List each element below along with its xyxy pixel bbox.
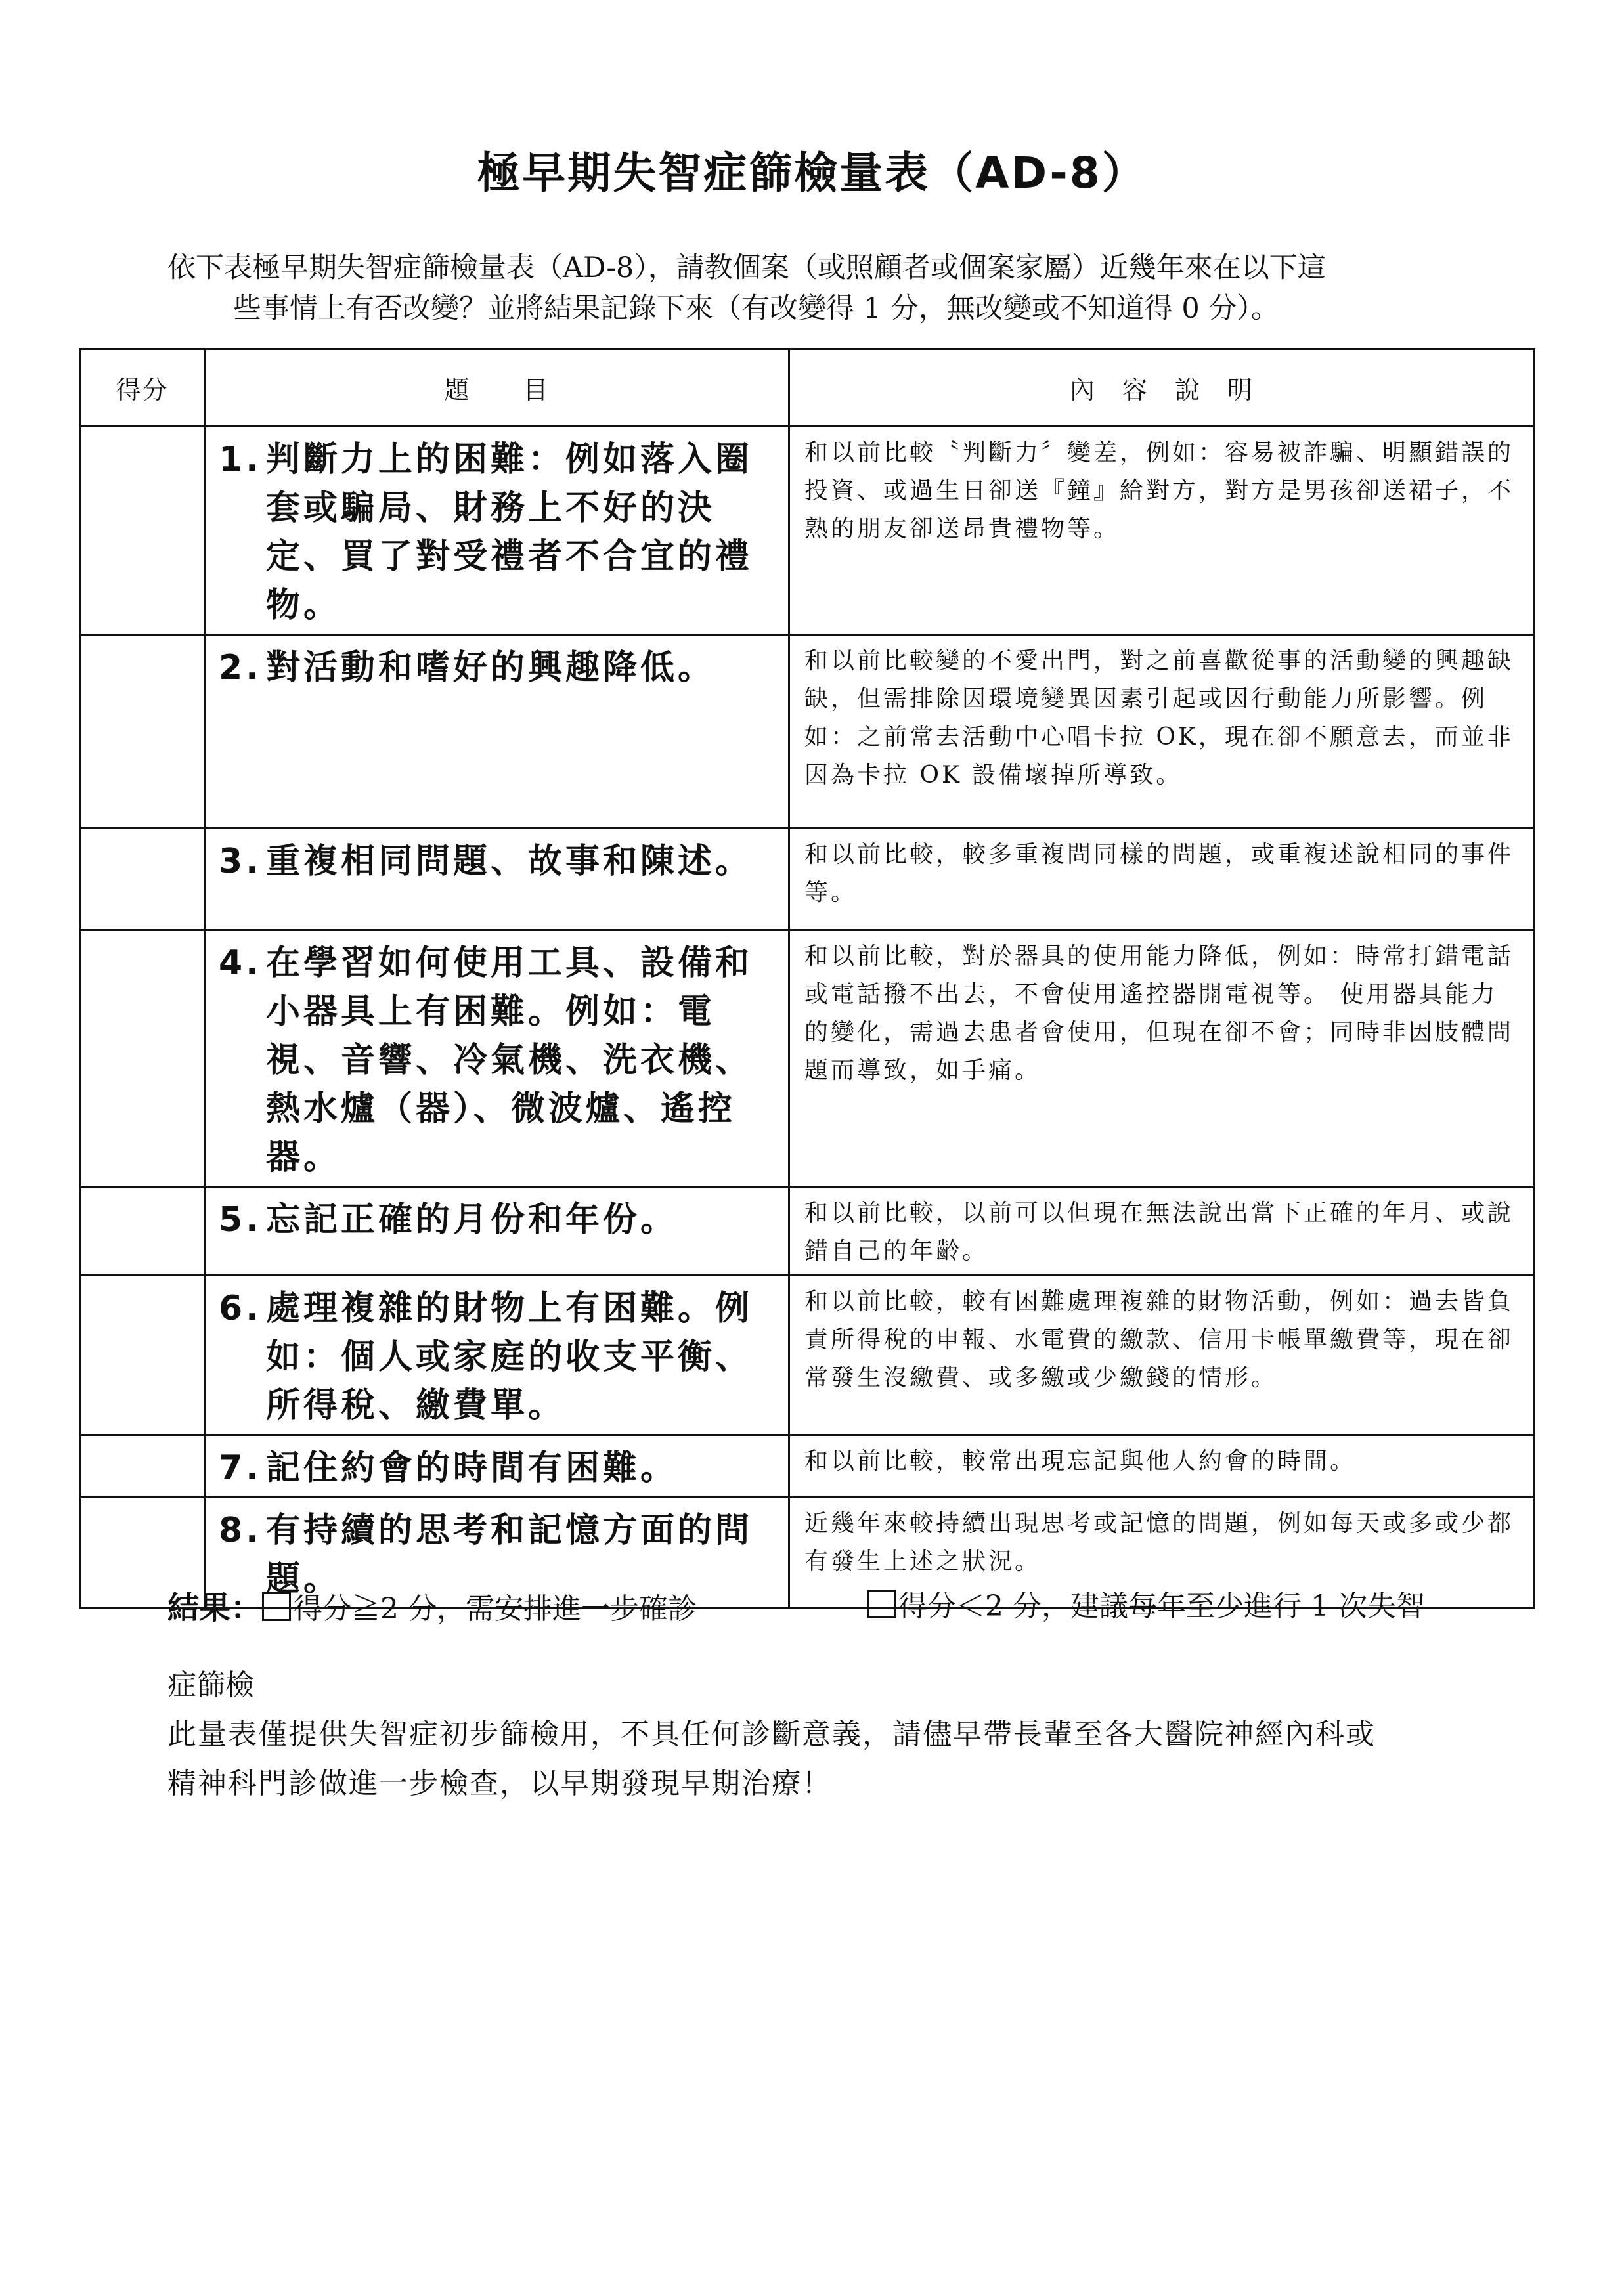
item-number: 2. [219, 648, 262, 687]
topic-cell [205, 1276, 789, 1435]
option-score-low-continued: 症篩檢 [167, 1668, 254, 1702]
desc-cell: 和以前比較變的不愛出門，對之前喜歡從事的活動變的興趣缺缺，但需排除因環境變異因素引起或因行動能力所影響。例如：之前常去活動中心唱卡拉 OK，現在卻不願意去，而並非因為卡拉 OK 設備壞掉所導致。 [789, 635, 1535, 829]
checkbox-score-low[interactable] [867, 1590, 896, 1618]
table-row [80, 829, 1535, 930]
item-topic: 記住約會的時間有困難。 [266, 1448, 678, 1488]
checkbox-score-high[interactable] [262, 1592, 291, 1621]
table-row [80, 1435, 1535, 1498]
note-line-1: 此量表僅提供失智症初步篩檢用，不具任何診斷意義，請儘早帶長輩至各大醫院神經內科或 [167, 1718, 1376, 1751]
item-number: 3. [219, 842, 262, 881]
item-number: 6. [219, 1289, 262, 1328]
item-topic: 在學習如何使用工具、設備和小器具上有困難。例如：電視、音響、冷氣機、洗衣機、熱水爐（器）、微波爐、遙控器。 [266, 943, 753, 1177]
score-cell[interactable] [80, 829, 205, 930]
header-topic: 題 目 [205, 349, 789, 427]
topic-cell [205, 1187, 789, 1276]
option-low-line [867, 1582, 1425, 1624]
table-row [80, 635, 1535, 829]
score-cell[interactable] [80, 1435, 205, 1498]
page-title: 極早期失智症篩檢量表（AD-8） [477, 148, 1147, 198]
option-score-low: 得分＜2 分，建議每年至少進行 1 次失智 [898, 1590, 1425, 1623]
table-row [80, 930, 1535, 1187]
score-cell[interactable] [80, 1276, 205, 1435]
table-header-row [80, 349, 1535, 427]
results-line [167, 1582, 697, 1628]
item-topic: 重複相同問題、故事和陳述。 [266, 842, 753, 881]
score-cell[interactable] [80, 930, 205, 1187]
desc-cell: 和以前比較，以前可以但現在無法說出當下正確的年月、或說錯自己的年齡。 [789, 1187, 1535, 1276]
item-number: 1. [219, 440, 262, 479]
header-score: 得分 [80, 349, 205, 427]
desc-cell: 近幾年來較持續出現思考或記憶的問題，例如每天或多或少都有發生上述之狀況。 [789, 1498, 1535, 1609]
results-label: 結果： [167, 1590, 263, 1626]
item-topic: 處理複雜的財物上有困難。例如：個人或家庭的收支平衡、所得稅、繳費單。 [266, 1289, 753, 1425]
desc-cell: 和以前比較，較多重複問同樣的問題，或重複述說相同的事件等。 [789, 829, 1535, 930]
topic-cell [205, 635, 789, 829]
item-topic: 忘記正確的月份和年份。 [266, 1200, 678, 1240]
ad8-table [79, 348, 1535, 1609]
topic-cell [205, 829, 789, 930]
item-number: 5. [219, 1200, 262, 1240]
score-cell[interactable] [80, 1187, 205, 1276]
note-line-2: 精神科門診做進一步檢查，以早期發現早期治療！ [167, 1767, 832, 1800]
table-row [80, 427, 1535, 635]
desc-cell: 和以前比較〝判斷力〞變差，例如：容易被詐騙、明顯錯誤的投資、或過生日卻送『鐘』給對方，對方是男孩卻送裙子，不熟的朋友卻送昂貴禮物等。 [789, 427, 1535, 635]
header-desc: 內 容 說 明 [789, 349, 1535, 427]
topic-cell [205, 427, 789, 635]
table-row [80, 1187, 1535, 1276]
desc-cell: 和以前比較，較有困難處理複雜的財物活動，例如：過去皆負責所得稅的申報、水電費的繳款、信用卡帳單繳費等，現在卻常發生沒繳費、或多繳或少繳錢的情形。 [789, 1276, 1535, 1435]
item-topic: 對活動和嗜好的興趣降低。 [266, 648, 716, 687]
score-cell[interactable] [80, 635, 205, 829]
intro-line-1: 依下表極早期失智症篩檢量表（AD-8），請教個案（或照顧者或個案家屬）近幾年來在以下這 [167, 251, 1326, 284]
topic-cell [205, 1435, 789, 1498]
item-number: 4. [219, 943, 262, 983]
item-topic: 有持續的思考和記憶方面的問題。 [266, 1511, 753, 1599]
desc-cell: 和以前比較，較常出現忘記與他人約會的時間。 [789, 1435, 1535, 1498]
table-row [80, 1276, 1535, 1435]
score-cell[interactable] [80, 427, 205, 635]
item-number: 7. [219, 1448, 262, 1488]
option-score-high: 得分≧2 分，需安排進一步確診 [294, 1592, 697, 1626]
intro-line-2: 些事情上有否改變？並將結果記錄下來（有改變得 1 分，無改變或不知道得 0 分）。 [233, 292, 1279, 325]
item-topic: 判斷力上的困難：例如落入圈套或騙局、財務上不好的決定、買了對受禮者不合宜的禮物。 [266, 440, 753, 625]
item-number: 8. [219, 1511, 262, 1550]
topic-cell [205, 930, 789, 1187]
desc-cell: 和以前比較，對於器具的使用能力降低，例如：時常打錯電話或電話撥不出去，不會使用遙控器開電視等。 使用器具能力的變化，需過去患者會使用，但現在卻不會；同時非因肢體問題而導致，如手痛。 [789, 930, 1535, 1187]
